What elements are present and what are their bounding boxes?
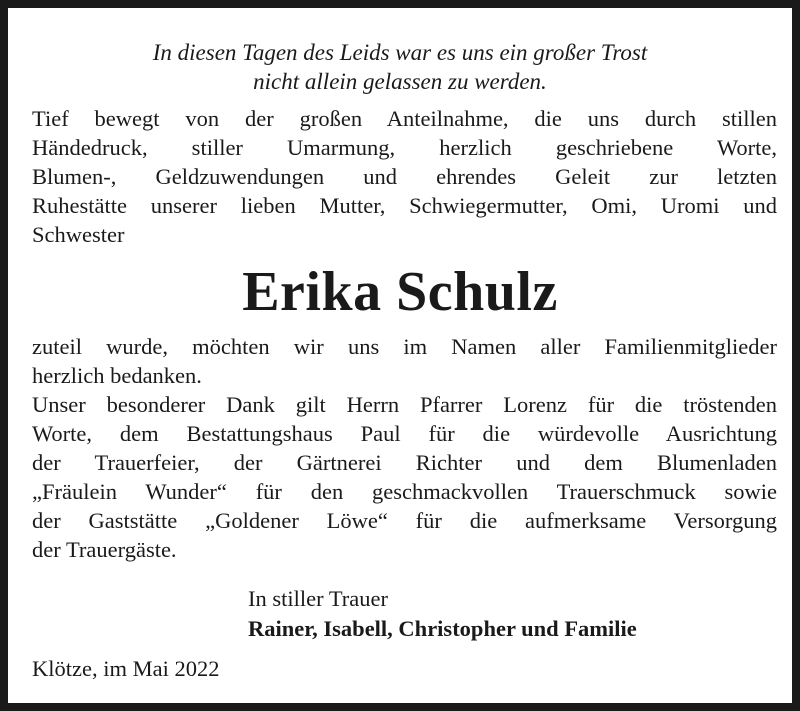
intro-line: Händedruck, stiller Umarmung, herzlich geschriebene Worte, [32, 135, 777, 160]
thanks-line: Worte, dem Bestattungshaus Paul für die würdevolle Ausrichtung [32, 421, 777, 446]
thanks-line: Unser besonderer Dank gilt Herrn Pfarrer Lorenz für die tröstenden [32, 392, 777, 417]
motto [32, 38, 768, 96]
place-date: Klötze, im Mai 2022 [32, 656, 220, 681]
thanks-line: zuteil wurde, möchten wir uns im Namen aller Familienmitglieder [32, 334, 777, 359]
thanks-line: herzlich bedanken. [32, 363, 202, 388]
intro-paragraph [32, 104, 777, 249]
thanks-paragraph [32, 332, 777, 564]
thanks-line: der Trauergäste. [32, 537, 177, 562]
signature-block [248, 584, 637, 644]
signature-greeting: In stiller Trauer [248, 586, 388, 611]
thanks-line: der Trauerfeier, der Gärtnerei Richter und dem Blumenladen [32, 450, 777, 475]
signature-family: Rainer, Isabell, Christopher und Familie [248, 616, 637, 641]
motto-line-2: nicht allein gelassen zu werden. [253, 69, 547, 94]
thanks-line: der Gaststätte „Goldener Löwe“ für die aufmerksame Versorgung [32, 508, 777, 533]
thanks-line: „Fräulein Wunder“ für den geschmackvollen Trauerschmuck sowie [32, 479, 777, 504]
intro-line: Blumen-, Geldzuwendungen und ehrendes Geleit zur letzten [32, 164, 777, 189]
intro-line: Schwester [32, 222, 125, 247]
intro-line: Tief bewegt von der großen Anteilnahme, die uns durch stillen [32, 106, 777, 131]
intro-line: Ruhestätte unserer lieben Mutter, Schwiegermutter, Omi, Uromi und [32, 193, 777, 218]
motto-line-1: In diesen Tagen des Leids war es uns ein großer Trost [152, 40, 648, 65]
deceased-name: Erika Schulz [242, 261, 558, 323]
